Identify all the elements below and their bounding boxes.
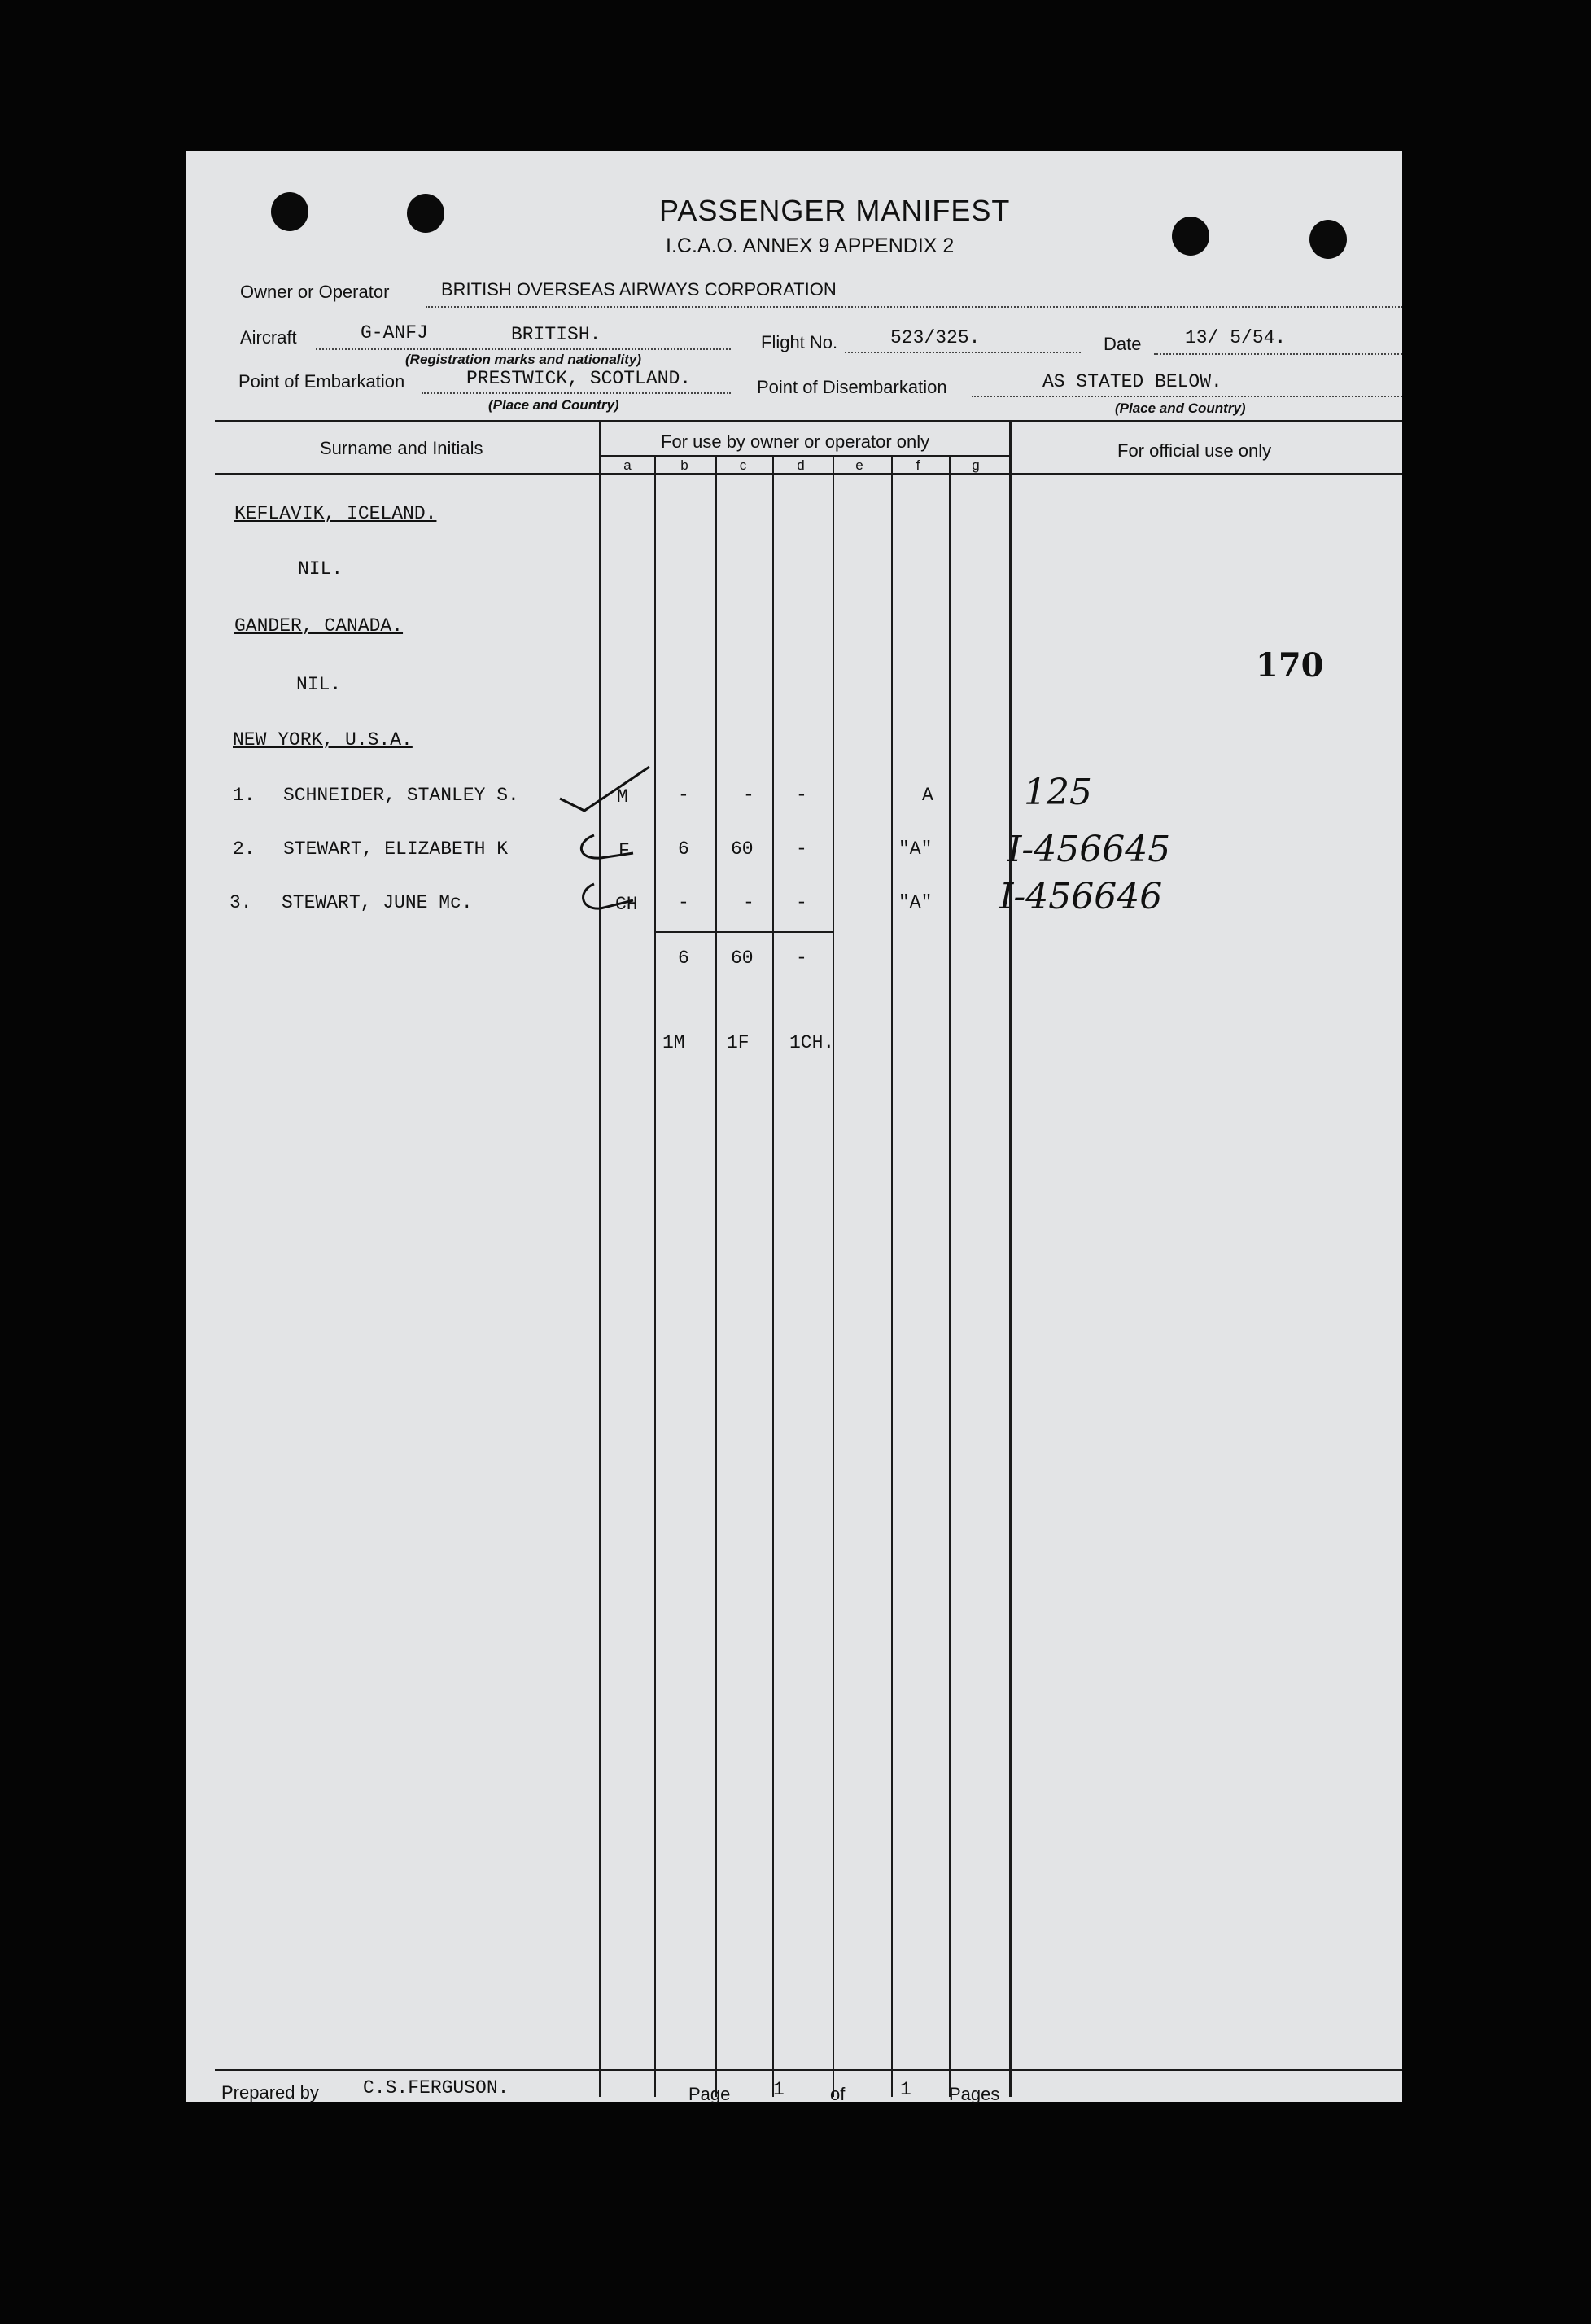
column-b-value: - [678, 785, 689, 806]
passenger-name: SCHNEIDER, STANLEY S. [283, 785, 519, 806]
aircraft-registration: G-ANFJ [361, 322, 428, 344]
column-c-value: - [743, 892, 754, 913]
of-label: of [830, 2084, 846, 2104]
passenger-name: STEWART, JUNE Mc. [282, 892, 473, 913]
column-c-value: - [743, 785, 754, 806]
column-rule [1009, 420, 1012, 2097]
column-d-value: - [796, 892, 807, 913]
aircraft-line [316, 348, 731, 350]
flight-value: 523/325. [890, 327, 981, 348]
column-rule [772, 455, 774, 2097]
owner-line [426, 306, 1402, 308]
flight-label: Flight No. [761, 332, 838, 352]
owner-label: Owner or Operator [240, 282, 390, 302]
column-letter-d: d [797, 457, 805, 473]
totals-rule [654, 931, 833, 933]
column-letter-b: b [680, 457, 688, 473]
embarkation-line [422, 392, 731, 394]
flight-line [845, 352, 1081, 353]
pages-label: Pages [949, 2084, 1000, 2104]
official-entry: I-456646 [999, 876, 1163, 917]
punch-hole [1309, 220, 1347, 259]
manifest-sheet [186, 151, 1402, 2102]
owner-value: BRITISH OVERSEAS AIRWAYS CORPORATION [441, 279, 837, 300]
section-place: KEFLAVIK, ICELAND. [234, 503, 437, 524]
prepared-label: Prepared by [221, 2082, 319, 2103]
punch-hole [271, 192, 308, 231]
column-rule [833, 455, 834, 2097]
passenger-sex: F [618, 840, 630, 861]
embarkation-note: (Place and Country) [488, 397, 619, 413]
total-d: - [796, 948, 807, 969]
column-b-value: - [678, 892, 689, 913]
column-rule [891, 455, 893, 2097]
page-subtitle: I.C.A.O. ANNEX 9 APPENDIX 2 [666, 234, 955, 257]
summary-female: 1F [727, 1032, 750, 1053]
passenger-number: 2. [233, 838, 256, 860]
column-letter-e: e [855, 457, 863, 473]
passenger-number: 3. [229, 892, 252, 913]
check-marks [544, 754, 658, 933]
punch-hole [1172, 217, 1209, 256]
passenger-number: 1. [233, 785, 256, 806]
date-label: Date [1104, 334, 1142, 354]
aircraft-nationality: BRITISH. [511, 324, 601, 345]
column-f-value: A [922, 785, 933, 806]
official-entry: I-456645 [1007, 829, 1171, 870]
page-value: 1 [773, 2079, 785, 2100]
footer-rule [215, 2069, 1402, 2071]
column-f-value: "A" [898, 838, 933, 860]
disembarkation-note: (Place and Country) [1115, 400, 1246, 416]
prepared-value: C.S.FERGUSON. [363, 2077, 509, 2099]
of-value: 1 [900, 2079, 911, 2100]
section-place: NEW YORK, U.S.A. [233, 729, 413, 751]
section-note: NIL. [298, 558, 343, 580]
total-c: 60 [731, 948, 754, 969]
summary-child: 1CH. [789, 1032, 835, 1053]
page-title: PASSENGER MANIFEST [659, 194, 1011, 227]
embarkation-value: PRESTWICK, SCOTLAND. [466, 368, 692, 389]
column-d-value: - [796, 785, 807, 806]
column-c-value: 60 [731, 838, 754, 860]
section-note: NIL. [296, 674, 342, 695]
page-label: Page [688, 2084, 731, 2104]
summary-male: 1M [662, 1032, 685, 1053]
column-d-value: - [796, 838, 807, 860]
column-letter-a: a [623, 457, 632, 473]
surname-column-header: Surname and Initials [320, 438, 483, 458]
column-rule [715, 455, 717, 2097]
total-b: 6 [678, 948, 689, 969]
column-letter-g: g [972, 457, 980, 473]
section-place: GANDER, CANADA. [234, 615, 404, 637]
table-top-rule [215, 420, 1402, 422]
passenger-sex: CH [615, 894, 638, 915]
column-letter-f: f [916, 457, 920, 473]
column-b-value: 6 [678, 838, 689, 860]
disembarkation-line [972, 396, 1402, 397]
official-entry: 125 [1024, 772, 1092, 813]
disembarkation-label: Point of Disembarkation [757, 377, 947, 397]
official-column-header: For official use only [1117, 440, 1272, 461]
owner-use-column-header: For use by owner or operator only [661, 431, 930, 452]
column-rule [599, 420, 601, 2097]
page-number-stamp: 170 [1256, 646, 1324, 685]
passenger-sex: M [617, 786, 628, 807]
punch-hole [407, 194, 444, 233]
aircraft-label: Aircraft [240, 327, 297, 348]
passenger-name: STEWART, ELIZABETH K [283, 838, 509, 860]
date-value: 13/ 5/54. [1185, 327, 1287, 348]
column-rule [949, 455, 951, 2097]
date-line [1154, 353, 1402, 355]
column-f-value: "A" [898, 892, 933, 913]
column-rule [654, 455, 656, 2097]
aircraft-note: (Registration marks and nationality) [405, 352, 641, 367]
embarkation-label: Point of Embarkation [238, 371, 405, 392]
column-letter-c: c [739, 457, 747, 473]
disembarkation-value: AS STATED BELOW. [1042, 371, 1222, 392]
